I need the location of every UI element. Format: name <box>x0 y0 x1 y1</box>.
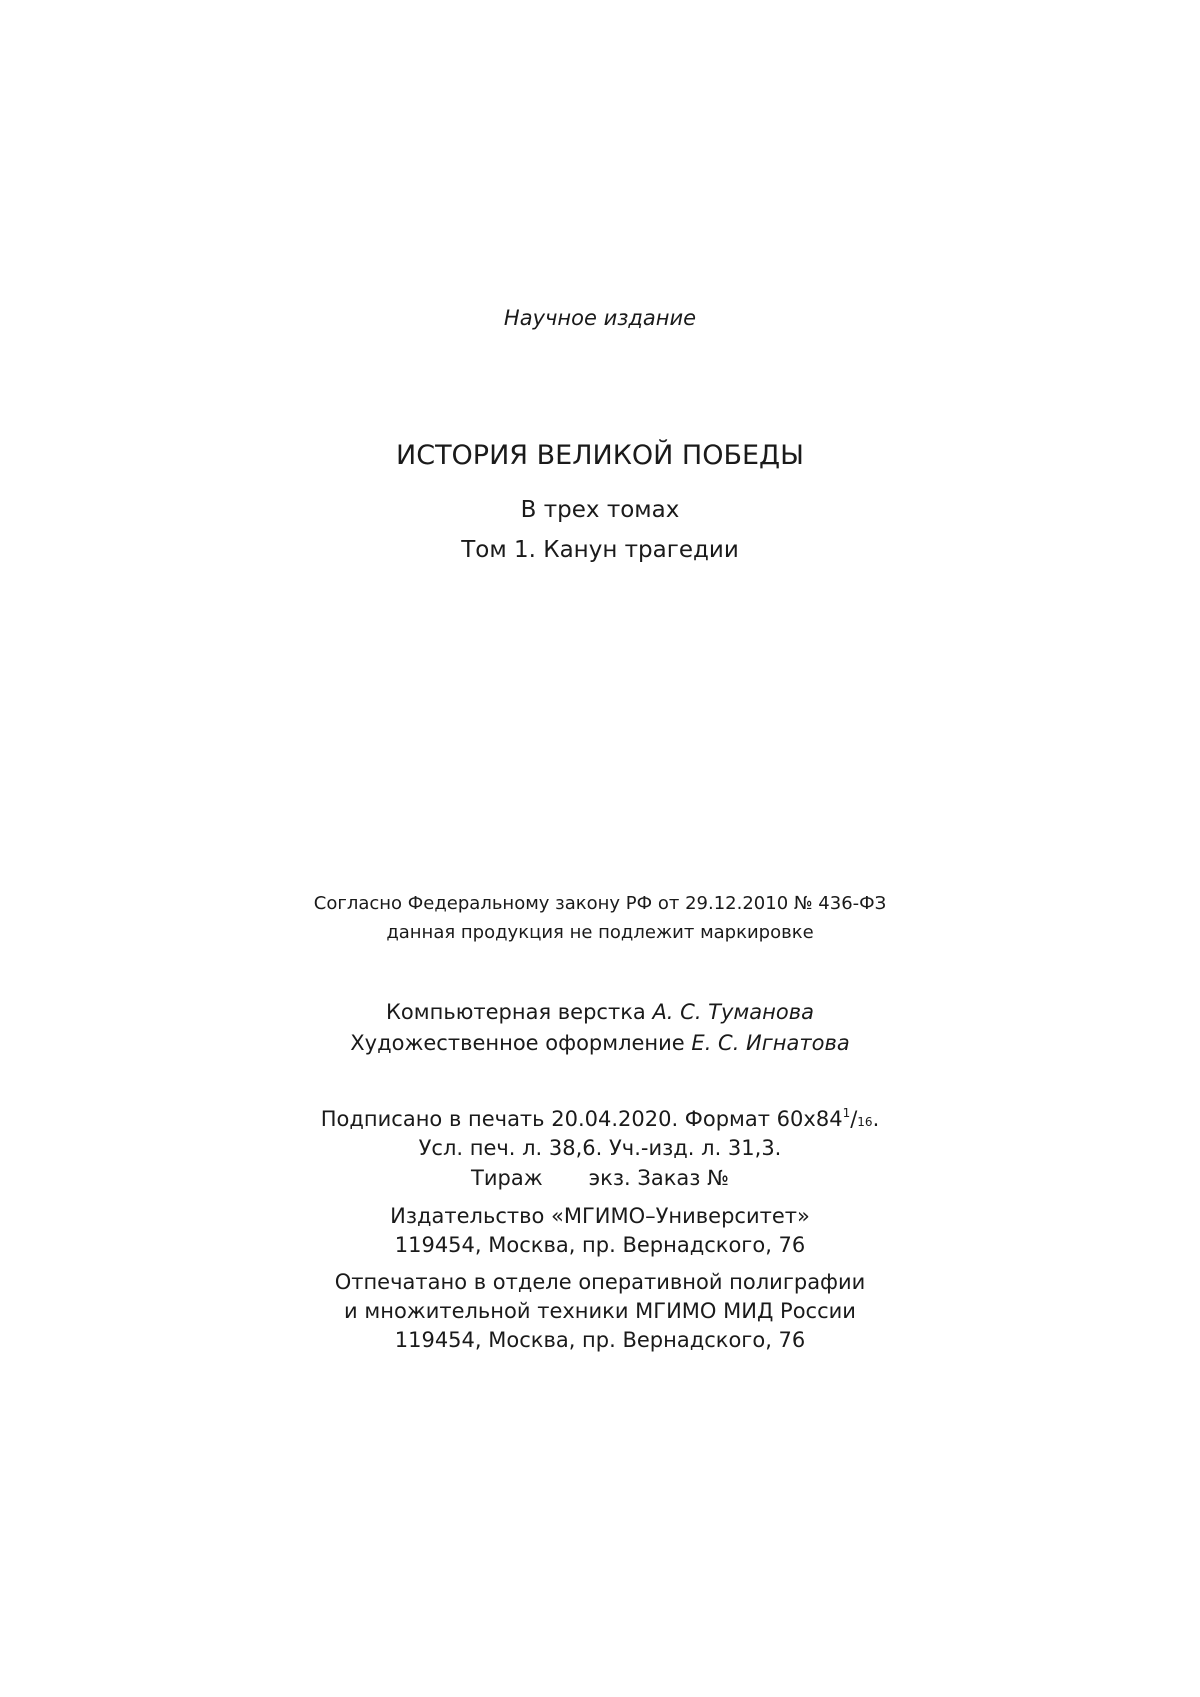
format-denominator: 16 <box>857 1115 873 1129</box>
edition-type: Научное издание <box>503 306 697 330</box>
printer-address: 119454, Москва, пр. Вернадского, 76 <box>394 1328 806 1352</box>
format-slash: / <box>850 1107 858 1131</box>
volumes-count: В трех томах <box>520 497 680 523</box>
design-credit-label: Художественное оформление <box>350 1031 685 1055</box>
layout-credit-label: Компьютерная верстка <box>386 1000 646 1024</box>
print-signed-text: Подписано в печать 20.04.2020. Формат 60х84 <box>320 1107 843 1131</box>
publisher-address: 119454, Москва, пр. Вернадского, 76 <box>394 1233 806 1257</box>
circulation-line <box>0 1166 1200 1190</box>
circulation-label: Тираж <box>471 1166 543 1190</box>
print-sheets: Усл. печ. л. 38,6. Уч.-изд. л. 31,3. <box>418 1136 782 1160</box>
layout-credit-name: А. С. Туманова <box>652 1000 814 1024</box>
publisher-name: Издательство «МГИМО–Университет» <box>390 1204 810 1228</box>
volume-title: Том 1. Канун трагедии <box>461 537 739 563</box>
design-credit-name: Е. С. Игнатова <box>691 1031 850 1055</box>
layout-credit <box>0 1000 1200 1024</box>
design-credit <box>0 1031 1200 1055</box>
book-title: ИСТОРИЯ ВЕЛИКОЙ ПОБЕДЫ <box>396 440 804 471</box>
format-end: . <box>872 1107 880 1131</box>
printer-line-2: и множительной техники МГИМО МИД России <box>344 1299 856 1323</box>
print-signed-line <box>0 1106 1200 1131</box>
law-notice-line-1: Согласно Федеральному закону РФ от 29.12.2010 № 436-ФЗ <box>313 893 887 914</box>
order-text: экз. Заказ № <box>588 1166 729 1190</box>
law-notice-line-2: данная продукция не подлежит маркировке <box>386 922 814 943</box>
printer-line-1: Отпечатано в отделе оперативной полиграфии <box>334 1270 866 1294</box>
format-numerator: 1 <box>842 1106 851 1120</box>
